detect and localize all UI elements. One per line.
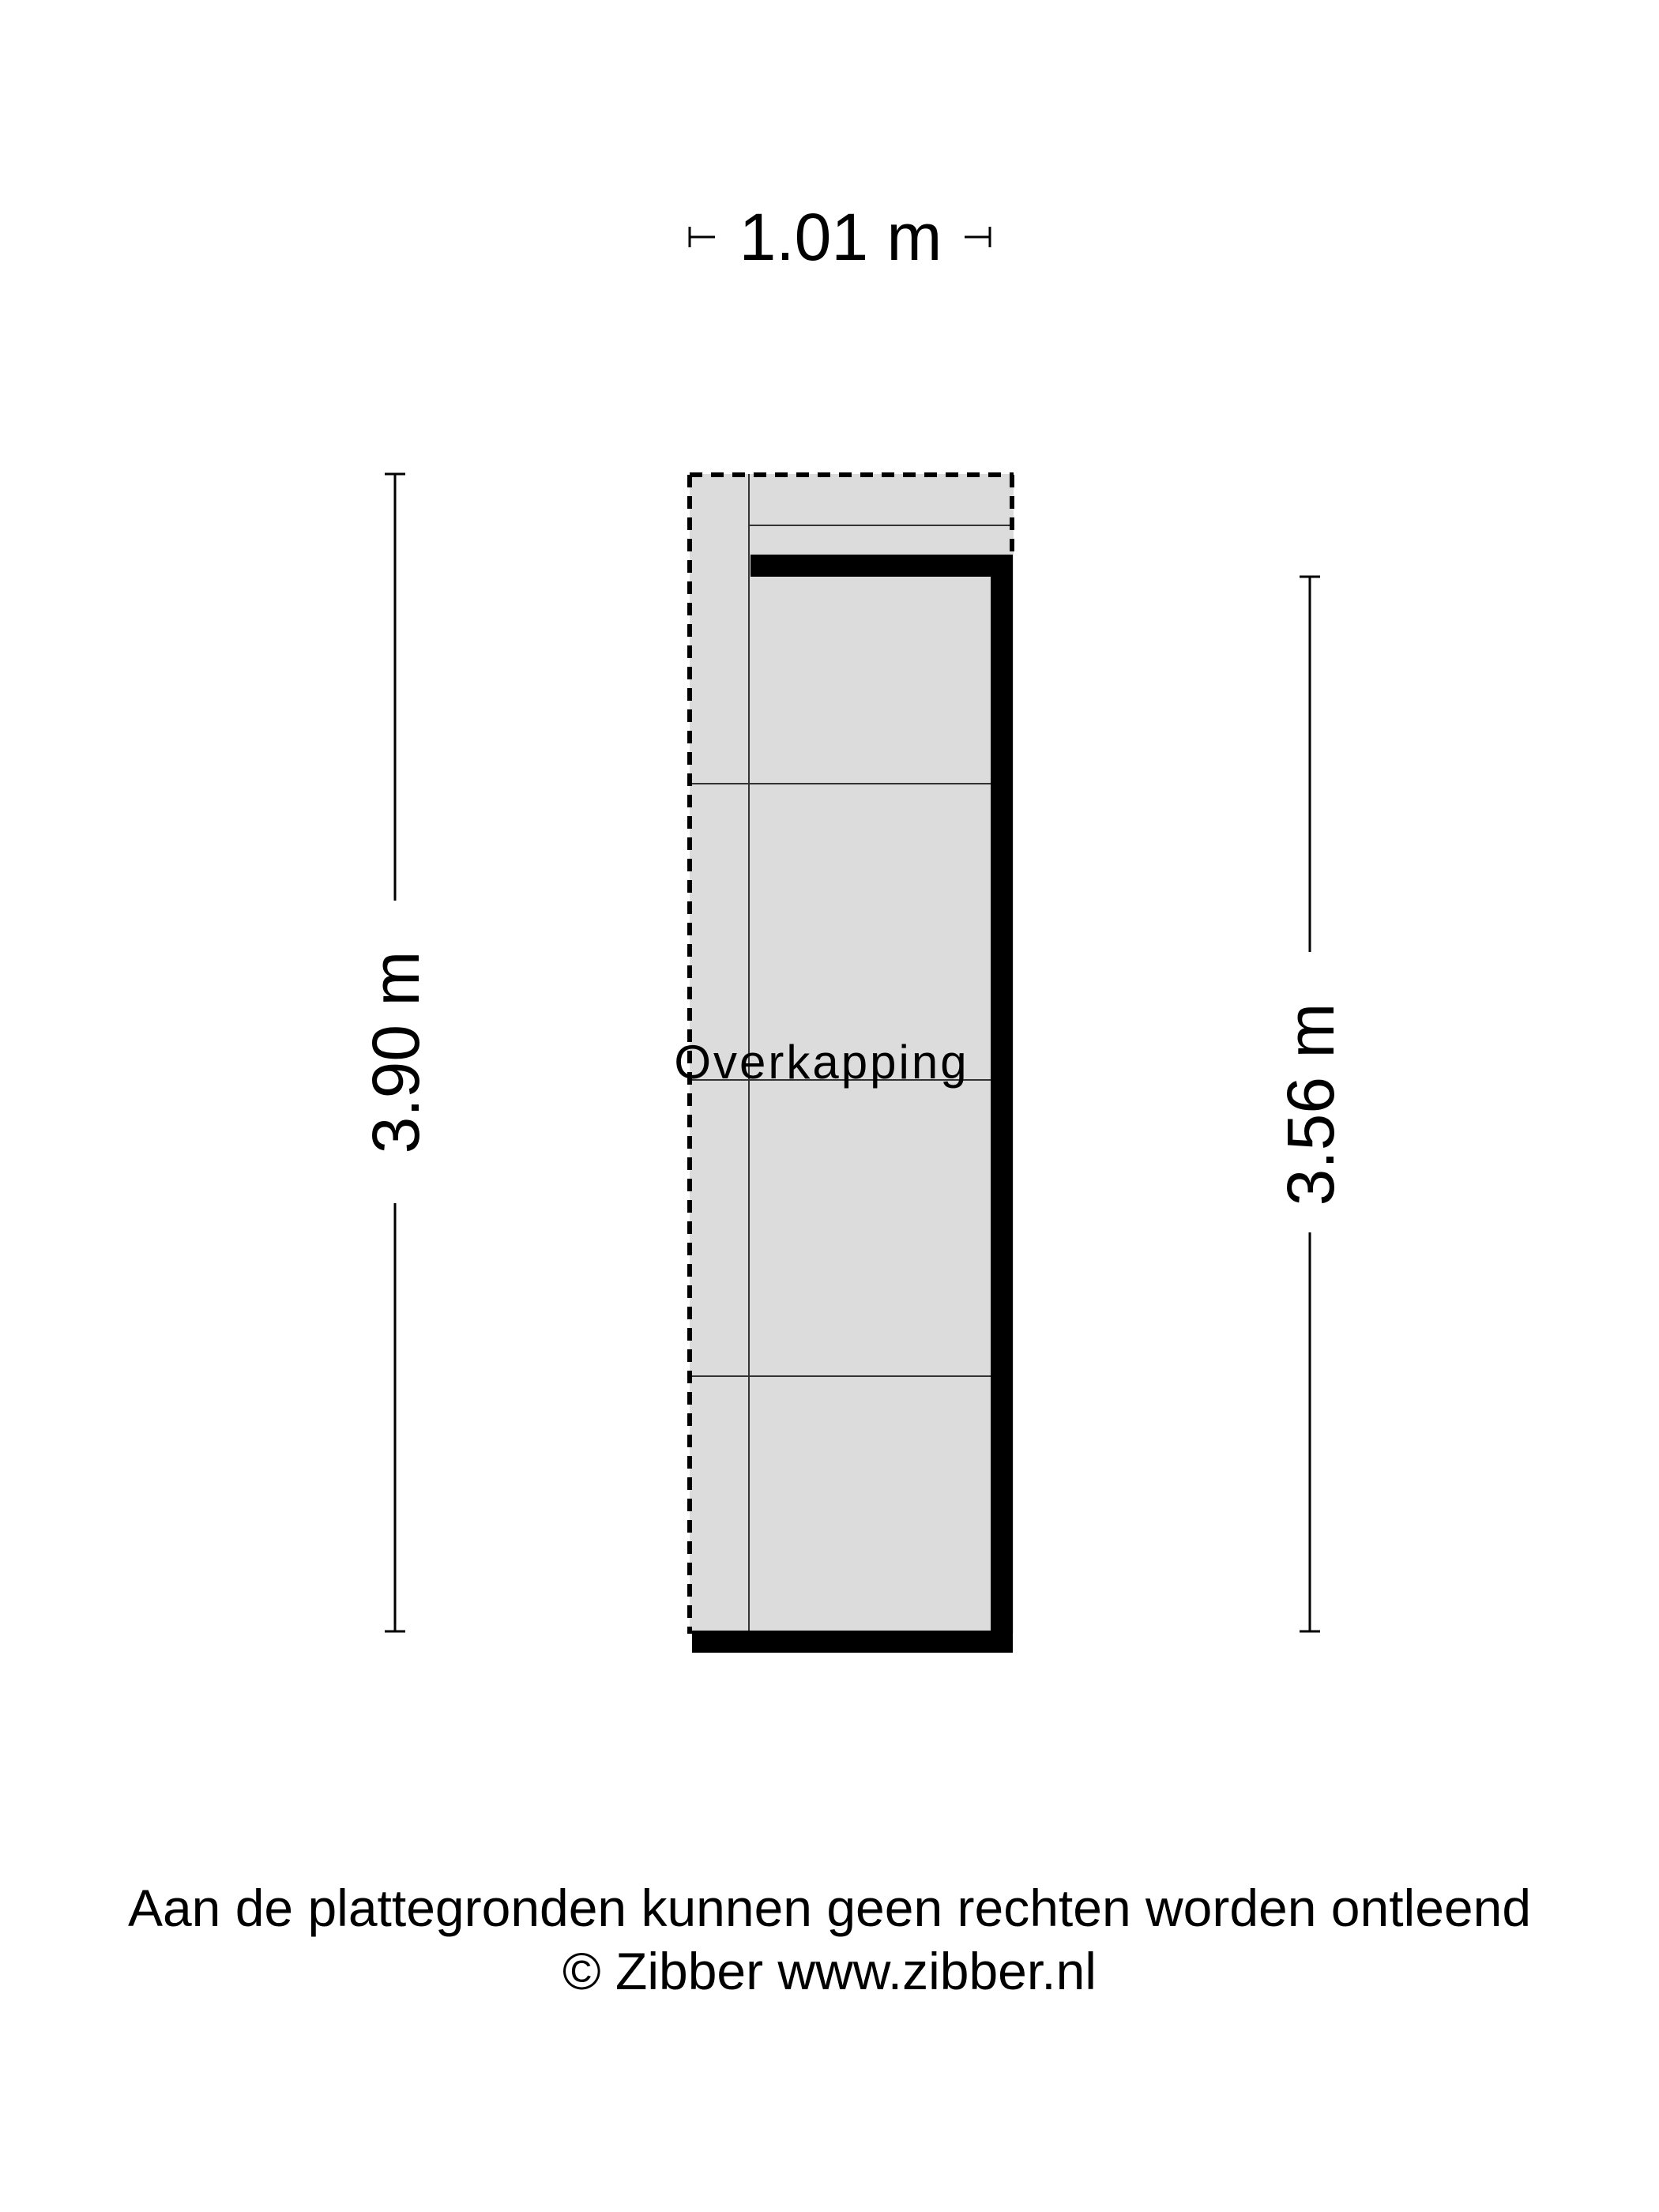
footer: [0, 1876, 1659, 2003]
room-label: Overkapping: [674, 1036, 969, 1089]
wall-bottom: [692, 1631, 1013, 1653]
wall-top: [750, 555, 1013, 577]
wall-right: [991, 555, 1013, 1653]
dimension-left-label: 3.90 m: [359, 950, 433, 1154]
dimension-right-label: 3.56 m: [1273, 1003, 1348, 1206]
footer-copyright: © Zibber www.zibber.nl: [562, 1942, 1097, 2000]
footer-disclaimer: Aan de plattegronden kunnen geen rechten worden ontleend: [127, 1879, 1532, 1937]
dimension-top-label: 1.01 m: [739, 200, 942, 274]
